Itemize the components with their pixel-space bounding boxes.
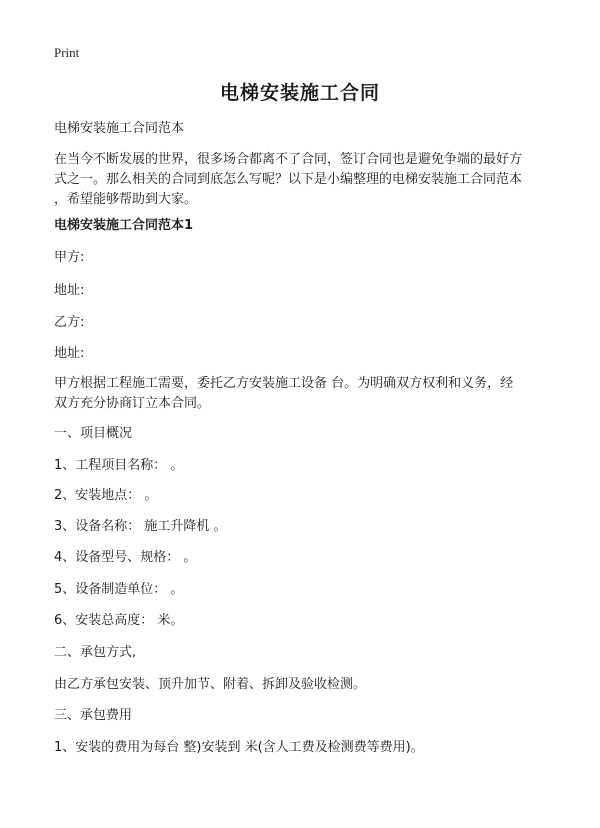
part1-item: 1、工程项目名称： 。 [54,458,184,473]
purpose-line: 甲方根据工程施工需要，委托乙方安装施工设备 台。为明确双方权利和义务，经 [54,376,514,391]
part1-item: 4、设备型号、规格： 。 [54,550,197,565]
part1-item: 3、设备名称： 施工升降机 。 [54,519,227,534]
print-link[interactable]: Print [54,45,80,60]
purpose-paragraph [54,374,554,414]
part3-heading: 三、承包费用 [54,708,133,723]
party-b-label: 乙方: [54,315,85,330]
intro-line: ，希望能够帮助到大家。 [54,192,198,207]
intro-line: 在当今不断发展的世界，很多场合都离不了合同，签订合同也是避免争端的最好方 [54,152,523,167]
part1-heading: 一、项目概况 [54,426,133,441]
party-a-label: 甲方: [54,250,85,265]
intro-line: 式之一。那么相关的合同到底怎么写呢？以下是小编整理的电梯安装施工合同范本 [54,172,523,187]
document-title: 电梯安装施工合同 [219,82,380,104]
part2-text: 由乙方承包安装、顶升加节、附着、拆卸及验收检测。 [54,677,367,692]
part1-item: 6、安装总高度： 米。 [54,613,184,628]
party-a-address-label: 地址: [54,283,85,298]
part3-item: 1、安装的费用为每台 整)安装到 米(含人工费及检测费等费用)。 [54,740,424,755]
party-b-address-label: 地址: [54,346,85,361]
section-title: 电梯安装施工合同范本1 [54,218,194,233]
part2-heading: 二、承包方式, [54,645,137,660]
part1-item: 2、安装地点： 。 [54,488,158,503]
intro-paragraph [54,150,554,210]
purpose-line: 双方充分协商订立本合同。 [54,396,211,411]
document-subtitle: 电梯安装施工合同范本 [54,121,185,136]
part1-item: 5、设备制造单位： 。 [54,582,184,597]
